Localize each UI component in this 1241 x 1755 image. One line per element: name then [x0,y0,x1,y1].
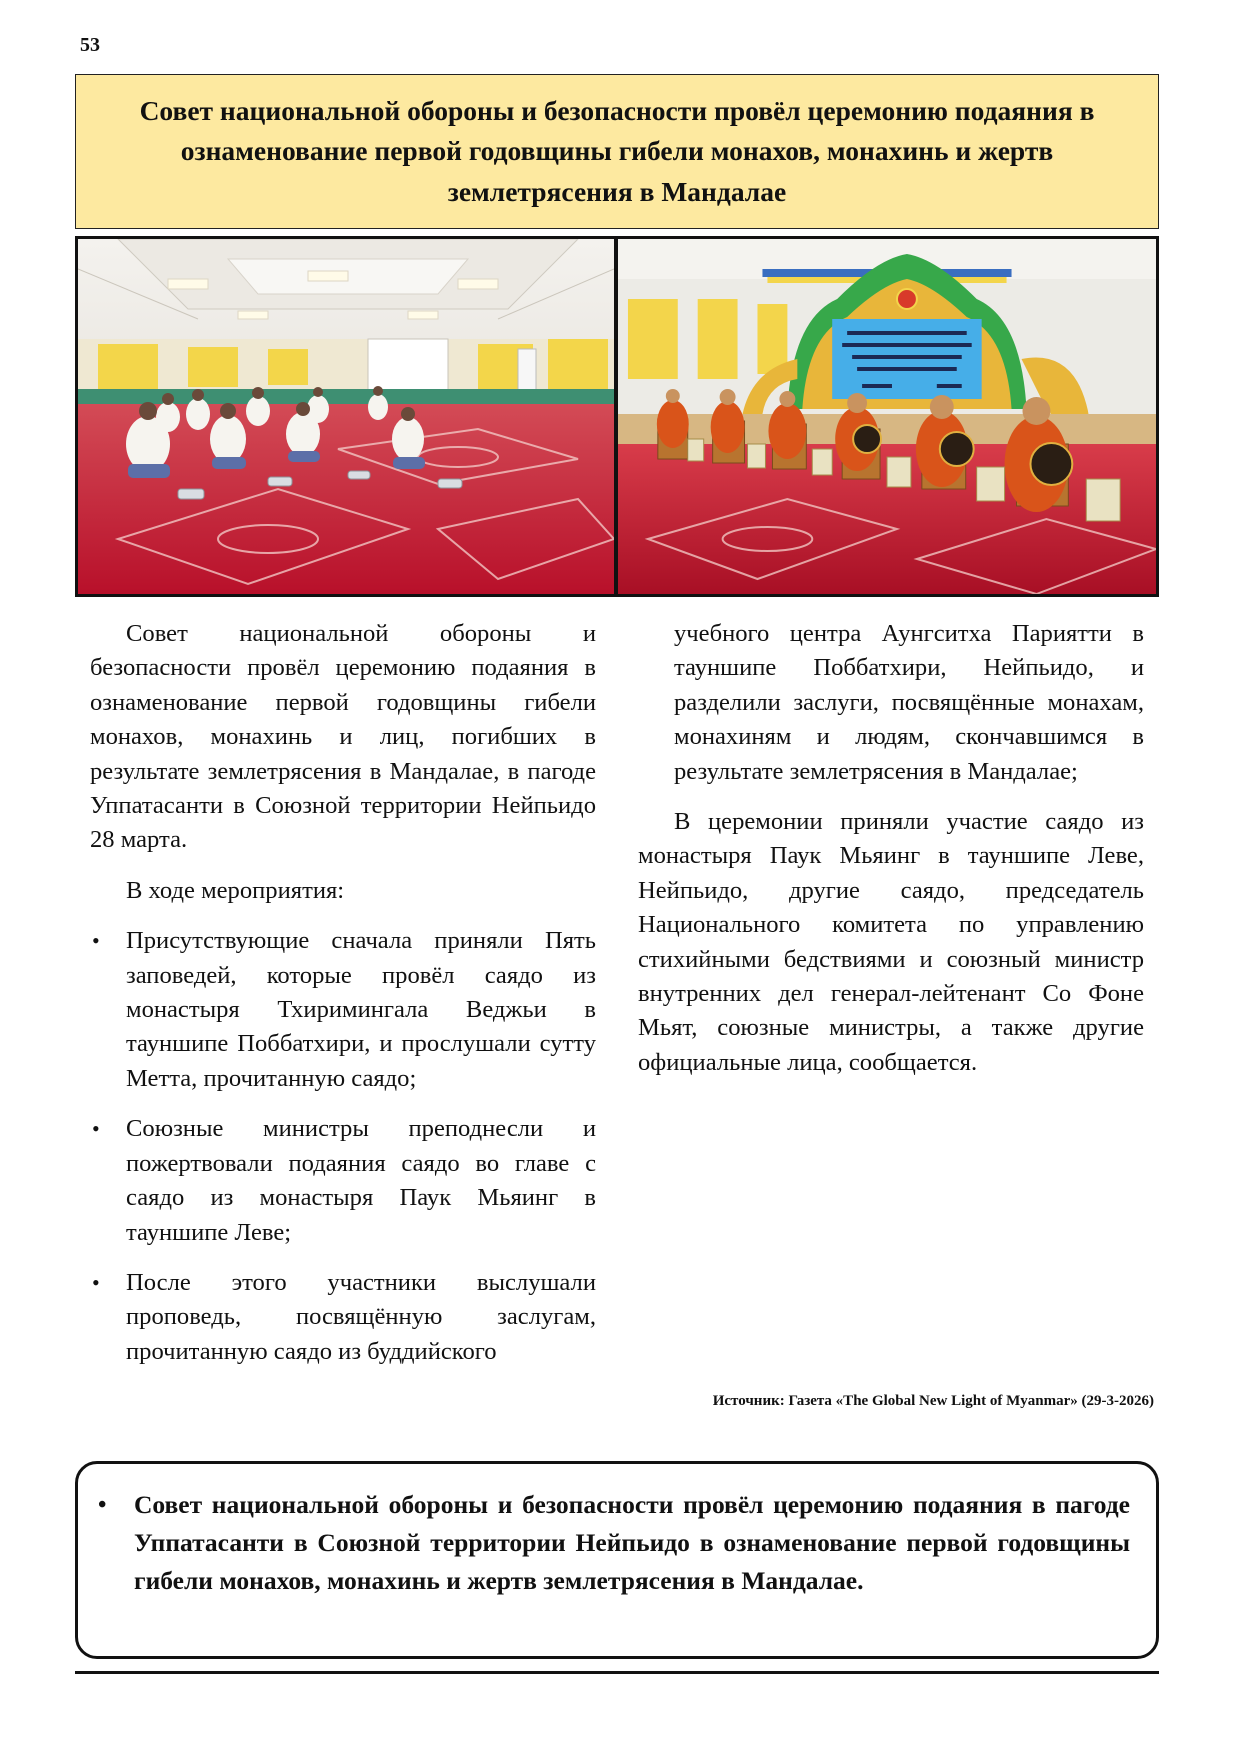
list-item: • После этого участники выслушали проповедь, посвящённую заслугам, прочитанную саядо из буддийского [90,1266,596,1369]
monks-seated-photo [618,239,1156,594]
page-title: Совет национальной обороны и безопасности провёл церемонию подаяния в ознаменование первой годовщины гибели монахов, монахинь и жертв землетрясения в Мандалае [139,95,1095,207]
photo-frame [75,236,1159,597]
ceremony-bullet-list [90,924,596,1369]
list-item: • Присутствующие сначала приняли Пять заповедей, которые провёл саядо из монастыря Тхиримингала Веджьи в тауншипе Поббатхири, и прослушали сутту Метта, прочитанную саядо; [90,924,596,1096]
list-item: • Союзные министры преподнесли и пожертвовали подаяния саядо во главе с саядо из монастыря Паук Мьяинг в тауншипе Леве; [90,1112,596,1250]
hall-ceremony-photo [78,239,614,594]
page-number: 53 [80,34,100,56]
article-source: Источник: Газета «The Global New Light of Myanmar» (29-3-2026) [712,1393,1154,1409]
monks-illustration [618,239,1156,594]
article-left-column [90,617,596,1385]
article-intro: Совет национальной обороны и безопасности провёл церемонию подаяния в ознаменование первой годовщины гибели монахов, монахинь и лиц, погибших в результате землетрясения в Мандалае, в пагоде Уппатасанти в Союзной территории Нейпьидо 28 марта. [90,620,596,854]
hall-ceremony-illustration [78,239,614,594]
article-participants: В церемонии приняли участие саядо из монастыря Паук Мьяинг в тауншипе Леве, Нейпьидо, другие саядо, председатель Национального комитета по управлению стихийными бедствиями и союзный министр внутренних дел генерал-лейтенант Со Фоне Мьят, союзные министры, а также другие официальные лица, сообщается. [638,808,1144,1076]
title-box [75,74,1159,229]
summary-box [75,1461,1159,1659]
article-during-label: В ходе мероприятия: [126,876,345,904]
bullet-continuation: учебного центра Аунгситха Париятти в тауншипе Поббатхири, Нейпьидо, и разделили заслуги, посвящённые монахам, монахиням и людям, скончавшимся в результате землетрясения в Мандалае; [674,620,1144,785]
bottom-divider [75,1671,1159,1674]
article-right-column [638,617,1144,1096]
summary-text: • Совет национальной обороны и безопасности провёл церемонию подаяния в пагоде Уппатасанти в Союзной территории Нейпьидо в ознаменование первой годовщины гибели монахов, монахинь и жертв землетрясения в Мандалае. [134,1486,1130,1600]
